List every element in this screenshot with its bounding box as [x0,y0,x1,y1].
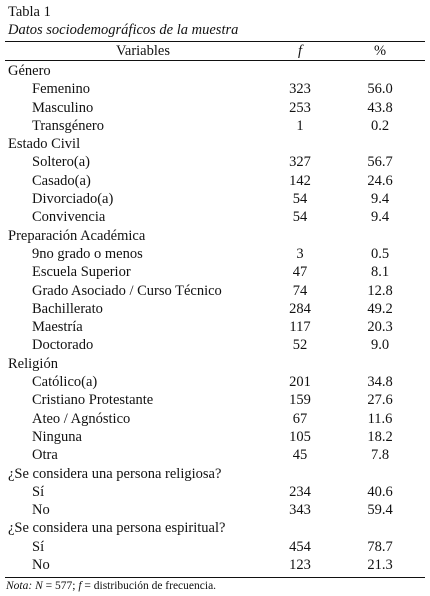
row-label: Sí [32,538,45,555]
row-percent: 59.4 [367,502,393,519]
row-frequency: 74 [292,282,308,299]
row-label: Grado Asociado / Curso Técnico [32,282,222,299]
row-label: Sí [32,483,45,500]
row-label: Ateo / Agnóstico [32,410,131,427]
table-row [0,373,430,391]
row-frequency: 47 [292,264,308,281]
row-label: Divorciado(a) [32,191,114,208]
group-row [0,465,430,483]
table-row [0,282,430,300]
row-frequency: 284 [289,300,311,317]
header-rule [5,60,425,61]
row-percent: 24.6 [367,172,393,189]
row-percent: 0.2 [370,117,390,134]
row-percent: 34.8 [367,374,393,391]
row-percent: 49.2 [367,300,393,317]
table-row [0,99,430,117]
group-row [0,62,430,80]
bottom-rule [5,577,425,578]
table-row [0,556,430,574]
table-header-row [0,42,430,60]
table-row [0,117,430,135]
table-row [0,190,430,208]
group-label: Estado Civil [8,136,81,153]
group-label: Preparación Académica [8,227,146,244]
group-label: ¿Se considera una persona espiritual? [8,520,226,537]
row-percent: 9.4 [370,209,390,226]
table-row [0,172,430,190]
row-frequency: 327 [289,154,311,171]
row-percent: 20.3 [367,319,393,336]
row-frequency: 253 [289,99,311,116]
table-row [0,446,430,464]
row-frequency: 52 [292,337,308,354]
row-frequency: 105 [289,428,311,445]
row-label: Bachillerato [32,300,103,317]
row-label: Otra [32,447,58,464]
table-row [0,428,430,446]
row-percent: 11.6 [367,410,393,427]
row-label: Doctorado [32,337,94,354]
row-frequency: 1 [296,117,304,134]
note-f-text: = distribución de frecuencia. [81,580,217,592]
header-percent: % [373,43,387,59]
table-row [0,153,430,171]
row-percent: 21.3 [367,557,393,574]
row-label: Ninguna [32,428,82,445]
table-row [0,483,430,501]
row-percent: 12.8 [367,282,393,299]
row-percent: 7.8 [370,447,390,464]
row-frequency: 45 [292,447,308,464]
note-n-symbol: N [35,580,43,592]
table-row [0,245,430,263]
row-label: Escuela Superior [32,264,131,281]
row-percent: 27.6 [367,392,393,409]
group-label: Género [8,63,51,79]
group-label: Religión [8,355,58,372]
row-percent: 0.5 [370,245,390,262]
table-title: Datos sociodemográficos de la muestra [8,22,239,38]
row-frequency: 54 [292,209,308,226]
row-frequency: 234 [289,483,311,500]
row-frequency: 123 [289,557,311,574]
row-label: Convivencia [32,209,106,226]
table-row [0,538,430,556]
row-frequency: 117 [289,319,311,336]
table-note [6,579,216,593]
row-frequency: 142 [289,172,311,189]
table-number: Tabla 1 [8,4,51,20]
row-label: Transgénero [32,117,104,134]
row-frequency: 454 [289,538,311,555]
group-row [0,135,430,153]
table-row [0,80,430,98]
row-percent: 9.0 [370,337,390,354]
table-row [0,391,430,409]
row-frequency: 201 [289,374,311,391]
group-row [0,519,430,537]
row-label: Masculino [32,99,94,116]
row-percent: 18.2 [367,428,393,445]
group-row [0,355,430,373]
row-percent: 78.7 [367,538,393,555]
row-label: No [32,502,50,519]
row-percent: 8.1 [370,264,390,281]
row-label: Cristiano Protestante [32,392,154,409]
table-body [0,62,430,574]
group-label: ¿Se considera una persona religiosa? [8,465,222,482]
note-label: Nota: [6,580,33,592]
row-percent: 40.6 [367,483,393,500]
table-row [0,300,430,318]
table-row [0,208,430,226]
table-row [0,318,430,336]
header-frequency: f [297,43,303,59]
header-variables: Variables [116,43,170,59]
row-percent: 43.8 [367,99,393,116]
group-row [0,227,430,245]
row-frequency: 54 [292,191,308,208]
row-frequency: 67 [292,410,308,427]
row-percent: 56.7 [367,154,393,171]
table-row [0,410,430,428]
table-row [0,336,430,354]
row-percent: 56.0 [367,81,393,98]
row-label: Femenino [32,81,90,98]
table-row [0,501,430,519]
row-frequency: 3 [296,245,304,262]
note-f-symbol: f [78,580,82,592]
row-label: Maestría [32,319,83,336]
row-label: 9no grado o menos [32,245,143,262]
row-label: Soltero(a) [32,154,90,171]
row-frequency: 323 [289,81,311,98]
row-frequency: 343 [289,502,311,519]
row-label: Casado(a) [32,172,91,189]
row-label: Católico(a) [32,374,98,391]
table-row [0,263,430,281]
row-frequency: 159 [289,392,311,409]
note-n-text: = 577; [42,580,79,592]
row-label: No [32,557,50,574]
row-percent: 9.4 [370,191,390,208]
